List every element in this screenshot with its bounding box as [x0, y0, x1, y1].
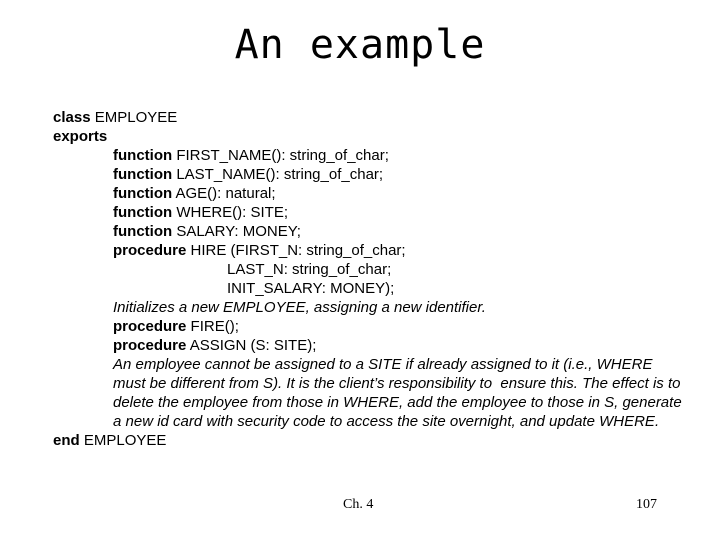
footer-page-number: 107: [636, 497, 657, 512]
fire-signature: FIRE();: [190, 318, 239, 335]
class-keyword: class: [53, 109, 91, 126]
feature-line: [113, 146, 389, 165]
feature-signature: SALARY: MONEY;: [176, 223, 301, 240]
exports-keyword: exports: [53, 128, 108, 145]
assign-line: [113, 336, 316, 355]
class-header-line: [53, 108, 177, 127]
feature-line: [113, 184, 276, 203]
assign-signature: ASSIGN (S: SITE);: [189, 337, 317, 354]
feature-signature: LAST_NAME(): string_of_char;: [176, 166, 384, 183]
exports-line: [53, 127, 107, 146]
fire-line: [113, 317, 239, 336]
feature-keyword: function: [113, 204, 173, 221]
end-line: [53, 431, 166, 450]
feature-keyword: function: [113, 147, 173, 164]
feature-signature: AGE(): natural;: [175, 185, 276, 202]
assign-comment-line: must be different from S). It is the client’s responsibility to ensure this. The effect is to: [113, 375, 681, 392]
footer-chapter: Ch. 4: [343, 497, 374, 512]
feature-keyword: function: [113, 185, 173, 202]
feature-keyword: function: [113, 223, 173, 240]
hire-param-line: LAST_N: string_of_char;: [227, 261, 392, 278]
hire-keyword: procedure: [113, 242, 187, 259]
feature-line: [113, 203, 288, 222]
hire-comment: Initializes a new EMPLOYEE, assigning a new identifier.: [113, 299, 486, 316]
hire-line: [113, 241, 406, 260]
hire-signature: HIRE (FIRST_N: string_of_char;: [190, 242, 406, 259]
slide-title: An example: [234, 22, 486, 68]
feature-keyword: function: [113, 166, 173, 183]
assign-comment-line: a new id card with security code to access the site overnight, and update WHERE.: [113, 413, 660, 430]
end-class-name: EMPLOYEE: [83, 432, 167, 449]
assign-comment-line: An employee cannot be assigned to a SITE if already assigned to it (i.e., WHERE: [113, 356, 653, 373]
fire-keyword: procedure: [113, 318, 187, 335]
feature-line: [113, 165, 383, 184]
hire-param-line: INIT_SALARY: MONEY);: [227, 280, 395, 297]
feature-signature: FIRST_NAME(): string_of_char;: [176, 147, 389, 164]
assign-keyword: procedure: [113, 337, 187, 354]
feature-signature: WHERE(): SITE;: [176, 204, 288, 221]
class-name: EMPLOYEE: [94, 109, 178, 126]
feature-line: [113, 222, 301, 241]
assign-comment-line: delete the employee from those in WHERE, add the employee to those in S, generate: [113, 394, 682, 411]
end-keyword: end: [53, 432, 80, 449]
